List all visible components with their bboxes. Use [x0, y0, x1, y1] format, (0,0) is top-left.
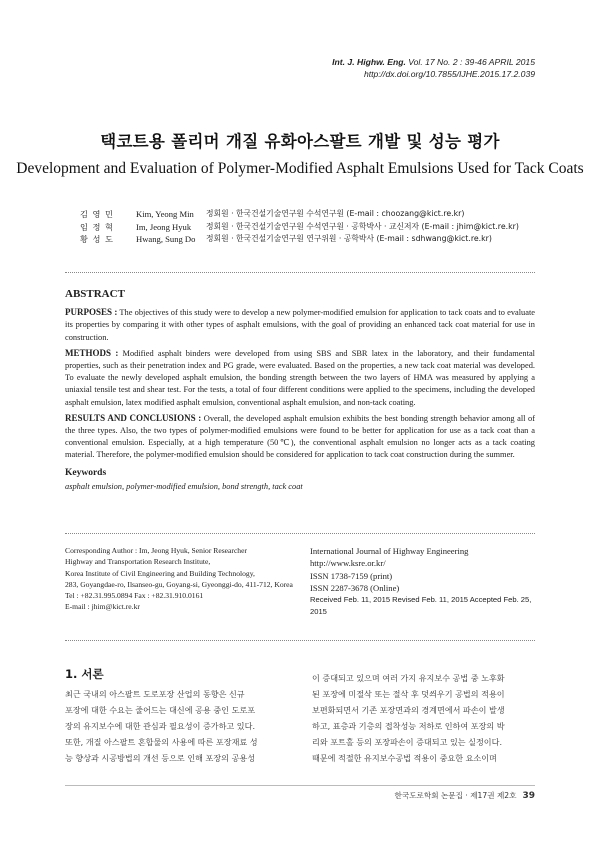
author-name-english: Im, Jeong Hyuk	[136, 221, 192, 232]
body-line: 포장에 대한 수요는 줄어드는 대신에 공용 중인 도로포	[65, 705, 256, 715]
body-line: 능 향상과 시공방법의 개선 등으로 인해 포장의 공용성	[65, 753, 256, 763]
author-name-english: Hwang, Sung Do	[136, 234, 196, 244]
keywords-text: asphalt emulsion, polymer-modified emulsion, bond strength, tack coat	[65, 481, 303, 491]
footer-divider	[65, 785, 535, 786]
divider	[65, 272, 535, 273]
author-affiliation: 정회원 · 한국건설기술연구원 수석연구원 (E-mail : choozang@kict.re.kr)	[206, 209, 465, 218]
journal-info-line: International Journal of Highway Engineering	[310, 546, 469, 556]
body-line: 때문에 적절한 유지보수공법 적용이 중요한 요소이며	[312, 753, 497, 763]
abstract-purposes	[65, 306, 535, 344]
body-column-right	[312, 670, 534, 766]
methods-text: Modified asphalt binders were developed from using SBS and SBR latex in the laboratory, and their fundamental properties, such as their penetration index and PG grade, were evaluated. Based on the properties, a new tack coat material was developed. To evaluate the newly developed asphalt emulsion, the bonding strength between the two layers of HMA was measured by applying a uniaxial tensile test and shear test. For the tests, a total of four different conditions were applied to the specimens, including the developed asphalt emulsion, latex modified asphalt emulsion, conventional asphalt emulsion, and non-tack coating.	[65, 348, 535, 407]
correspondence-line: Korea Institute of Civil Engineering and Building Technology,	[65, 568, 255, 578]
body-line: 하고, 표층과 기층의 접착성능 저하로 인하여 포장의 박	[312, 721, 505, 731]
author-row	[80, 233, 519, 246]
journal-info-line: http://www.ksre.or.kr/	[310, 558, 386, 569]
author-affiliation: 정회원 · 한국건설기술연구원 수석연구원 · 공학박사 · 교신저자 (E-mail : jhim@kict.re.kr)	[206, 221, 519, 231]
author-name-korean: 김 영 민	[80, 209, 114, 219]
journal-info-block	[310, 545, 540, 619]
purposes-label: PURPOSES :	[65, 307, 118, 318]
correspondence-line: Tel : +82.31.995.0894 Fax : +82.31.910.0161	[65, 591, 204, 601]
abstract-results	[65, 412, 535, 462]
author-row	[80, 221, 519, 234]
abstract-methods	[65, 347, 535, 409]
results-text: Overall, the developed asphalt emulsion exhibits the best bonding strength behavior among all of the three types. Also, the two types of polymer-modified emulsions were found to be better for application for use as a tack coat than a conventional emulsion. Especially, at a high temperature (50℃), the conventional asphalt emulsion no longer acts as a tack coating material. Therefore, the polymer-modified emulsion should be considered for application to tack coat construction during the summer.	[65, 413, 535, 460]
journal-volume: Vol. 17 No. 2 : 39-46 APRIL 2015	[405, 57, 535, 67]
body-line: 이 증대되고 있으며 여러 가지 유지보수 공법 중 노후화	[312, 673, 505, 683]
author-list	[80, 208, 519, 246]
journal-name: Int. J. Highw. Eng.	[332, 57, 406, 67]
author-name-korean: 황 성 도	[80, 234, 114, 244]
footer-journal: 한국도로학회 논문집 · 제17권 제2호	[394, 791, 517, 800]
body-line: 리와 포트홀 등의 포장파손이 증대되고 있는 실정이다.	[312, 737, 503, 747]
body-line: 또한, 개질 아스팔트 혼합물의 사용에 따른 포장재료 성	[65, 737, 258, 747]
body-line: 장의 유지보수에 대한 관심과 필요성이 증가하고 있다.	[65, 721, 256, 731]
body-column-left	[65, 686, 287, 766]
title-english: Development and Evaluation of Polymer-Modified Asphalt Emulsions Used for Tack Coats	[16, 160, 584, 177]
body-line: 최근 국내의 아스팔트 도로포장 산업의 동향은 신규	[65, 689, 245, 699]
correspondence-line: Highway and Transportation Research Institute,	[65, 557, 211, 567]
methods-label: METHODS :	[65, 347, 119, 358]
divider	[65, 640, 535, 641]
keywords-heading: Keywords	[65, 467, 107, 478]
divider	[65, 533, 535, 534]
correspondence-line: Corresponding Author : Im, Jeong Hyuk, Senior Researcher	[65, 546, 248, 555]
title-korean: 택코트용 폴리머 개질 유화아스팔트 개발 및 성능 평가	[100, 132, 500, 151]
journal-doi: http://dx.doi.org/10.7855/IJHE.2015.17.2.039	[363, 69, 535, 79]
purposes-text: The objectives of this study were to develop a new polymer-modified emulsion for application to tack coats and to evaluate its properties by comparing it with other types of asphalt emulsions, with the goal of providing an enhanced tack coat material for use in construction.	[65, 308, 536, 342]
journal-citation	[332, 56, 535, 68]
correspondence-block	[65, 545, 295, 613]
results-label: RESULTS AND CONCLUSIONS :	[65, 412, 202, 423]
correspondence-line: 283, Goyangdae-ro, Ilsanseo-gu, Goyang-si, Gyeonggi-do, 411-712, Korea	[65, 579, 293, 589]
section-title: 1. 서론	[65, 667, 104, 681]
page-footer	[395, 790, 535, 801]
abstract-heading: ABSTRACT	[65, 288, 125, 300]
correspondence-line: E-mail : jhim@kict.re.kr	[65, 602, 140, 612]
journal-info-line: ISSN 1738-7159 (print)	[310, 570, 393, 581]
author-name-korean: 임 정 혁	[80, 221, 114, 232]
page-number: 39	[522, 791, 535, 801]
journal-info-line: ISSN 2287-3678 (Online)	[310, 582, 400, 593]
body-line: 된 포장에 미절삭 또는 절삭 후 덧씌우기 공법의 적용이	[312, 689, 505, 699]
author-row	[80, 208, 519, 221]
received-dates: Received Feb. 11, 2015 Revised Feb. 11, 2015 Accepted Feb. 25, 2015	[310, 595, 532, 617]
author-name-english: Kim, Yeong Min	[136, 209, 194, 219]
author-affiliation: 정회원 · 한국건설기술연구원 연구위원 · 공학박사 (E-mail : sdhwang@kict.re.kr)	[206, 234, 492, 243]
journal-header	[332, 56, 535, 80]
body-line: 보편화되면서 기존 포장면과의 경계면에서 파손이 발생	[312, 705, 505, 715]
abstract	[65, 288, 535, 493]
